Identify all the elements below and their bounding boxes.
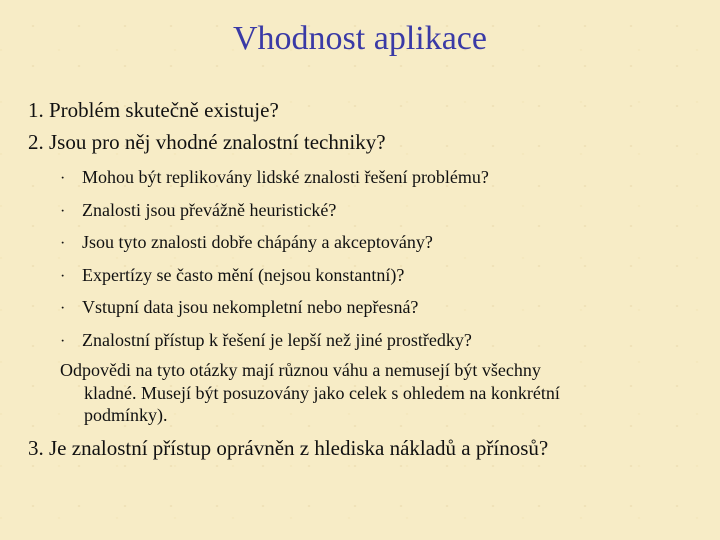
bullet-icon: · — [60, 300, 66, 317]
sub-item-text: Znalosti jsou převážně heuristické? — [82, 199, 337, 220]
bullet-icon: · — [60, 170, 66, 187]
list-item-3: 3. Je znalostní přístup oprávněn z hlediska nákladů a přínosů? — [28, 436, 549, 460]
main-list — [28, 94, 386, 158]
sub-list-item — [60, 195, 680, 228]
bullet-icon: · — [60, 267, 66, 285]
bullet-icon: · — [60, 202, 66, 220]
sub-list-item — [60, 227, 680, 260]
sub-item-text: Expertízy se často mění (nejsou konstantní)? — [82, 264, 405, 285]
sub-list-item — [60, 260, 680, 293]
answer-line: Odpovědi na tyto otázky mají různou váhu a nemusejí být všechny — [60, 360, 541, 380]
sub-item-text: Mohou být replikovány lidské znalosti řešení problému? — [82, 167, 489, 187]
slide-title: Vhodnost aplikace — [233, 20, 487, 57]
sub-item-text: Jsou tyto znalosti dobře chápány a akceptovány? — [82, 232, 433, 252]
bullet-icon: · — [60, 235, 66, 252]
answer-note — [60, 359, 680, 427]
sub-item-text: Znalostní přístup k řešení je lepší než jiné prostředky? — [82, 329, 472, 350]
sub-list-item — [60, 325, 680, 358]
answer-line: kladné. Musejí být posuzovány jako celek s ohledem na konkrétní — [84, 382, 560, 403]
sub-list-item — [60, 292, 680, 325]
sub-item-text: Vstupní data jsou nekompletní nebo nepřesná? — [82, 297, 419, 317]
list-item-1: 1. Problém skutečně existuje? — [28, 98, 279, 122]
bullet-icon: · — [60, 332, 66, 350]
list-item-2: 2. Jsou pro něj vhodné znalostní techniky? — [28, 130, 386, 154]
answer-line: podmínky). — [84, 405, 168, 425]
sub-list — [60, 162, 680, 427]
sub-list-item — [60, 162, 680, 195]
